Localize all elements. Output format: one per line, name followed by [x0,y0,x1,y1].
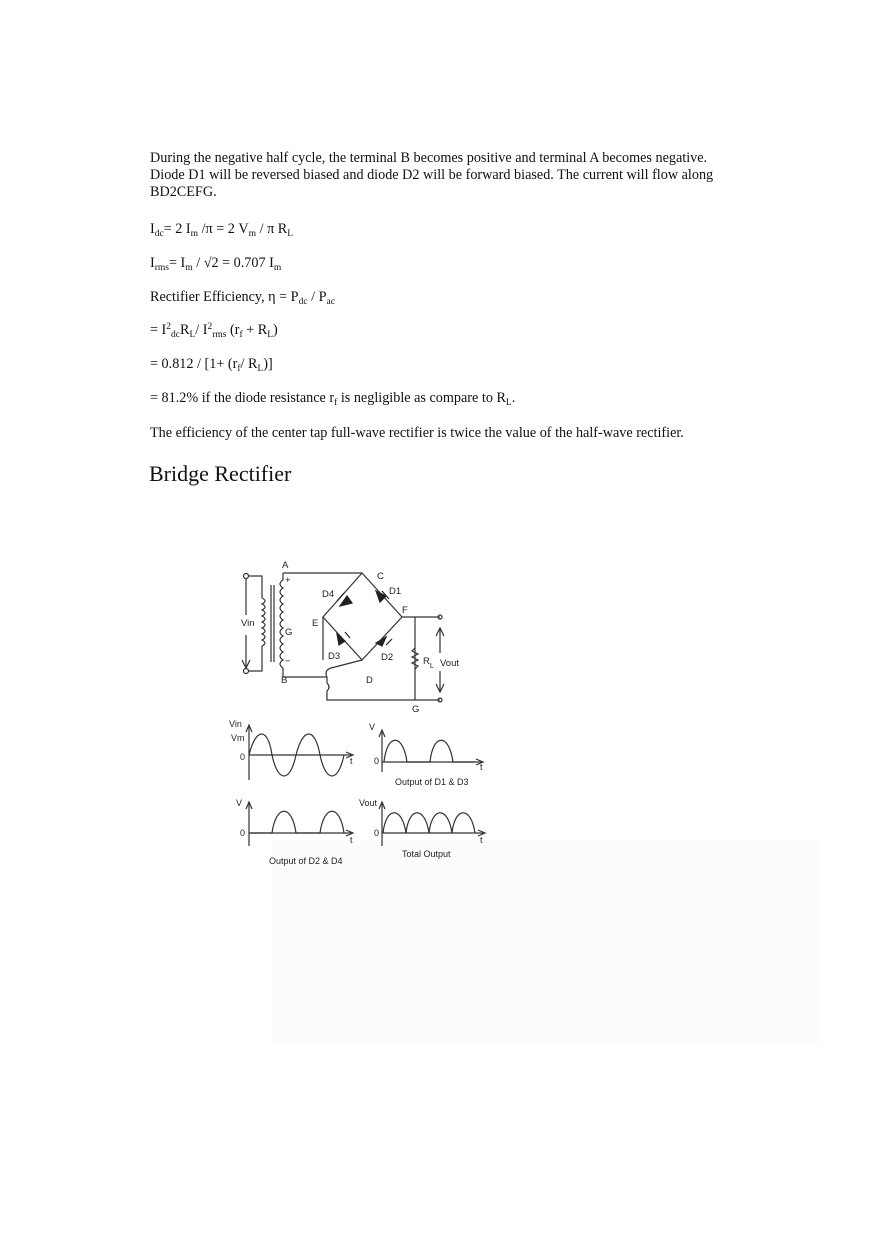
diode-d4 [340,596,352,606]
node-label-c: C [377,571,384,582]
g3-half-wave [249,811,344,833]
transformer-primary-coil [262,598,265,646]
g4-zero-label: 0 [374,828,380,838]
g3-caption: Output of D2 & D4 [269,856,343,866]
diode-label-d1: D1 [389,586,402,597]
g3-ylabel: V [236,798,243,808]
transformer-secondary-coil [280,580,283,668]
node-label-b: B [281,675,288,686]
formula-irms: $I_{rms}= I_m / √2 = 0.707$ $I_m$ [150,255,282,273]
g3-zero-label: 0 [240,828,246,838]
g2-half-wave [384,740,475,762]
diode-label-d2: D2 [381,652,394,663]
node-label-e: E [312,618,319,629]
node-label-a: A [282,560,289,571]
paragraph-efficiency-comparison: The efficiency of the center tap full-wave rectifier is twice the value of the half-wave rectifier. [150,425,684,441]
bridge-rectifier-circuit [225,555,485,720]
scan-smudge [272,840,820,1045]
formula-power-ratio: = $I^2_{dc}R_L/$ $I^2_{rms}$ $(r_f + R_L)$ [150,322,278,340]
rl-label: $R_L$ [423,656,435,670]
plus-sign: + [285,575,291,586]
vin-label: Vin [241,618,255,629]
g1-ylabel: Vin [229,719,242,729]
waveform-graphs [225,715,490,870]
g1-t-label: t [350,756,353,766]
formula-idc: $I_{dc}= 2$ $I_m$ /π = 2 $V_m$ / π $R_L$ [150,221,294,239]
g2-caption: Output of D1 & D3 [395,777,469,787]
vin-terminal-top [244,574,249,579]
section-heading-bridge-rectifier: Bridge Rectifier [149,461,292,486]
g3-t-label: t [350,835,353,845]
node-label-f: F [402,605,408,616]
g4-full-wave [383,813,475,833]
paragraph-negative-half-cycle: During the negative half cycle, the terminal B becomes positive and terminal A becomes negative. Diode D1 will be reversed biased and diode D2 will be forward biased. The current will flow along BD2CEFG. [150,150,714,200]
g4-ylabel: Vout [359,798,378,808]
node-label-g: G [412,704,420,715]
formula-0812: = $0.812 / [1+ (r_f/$ $R_L$)] [150,356,273,374]
formula-efficiency: Rectifier Efficiency, $\eta = P_{dc} / P_{ac}$ [150,289,335,307]
diode-d2 [376,637,386,646]
g4-caption: Total Output [402,849,451,859]
diode-d1 [376,591,386,602]
g2-ylabel: V [369,722,376,732]
diode-label-d4: D4 [322,589,335,600]
g2-zero-label: 0 [374,756,380,766]
g1-ymax-label: Vm [231,733,245,743]
diode-d3 [337,634,345,645]
transformer-label-g: G [285,627,293,638]
g2-t-label: t [480,762,483,772]
g1-zero-label: 0 [240,752,246,762]
diode-label-d3: D3 [328,651,341,662]
vout-label: Vout [440,658,460,669]
node-label-d: D [366,675,373,686]
minus-sign: − [285,656,291,667]
g4-t-label: t [480,835,483,845]
formula-812-percent: = 81.2% if the diode resistance $r_f$ is negligible as compare to $R_L$. [150,390,516,408]
